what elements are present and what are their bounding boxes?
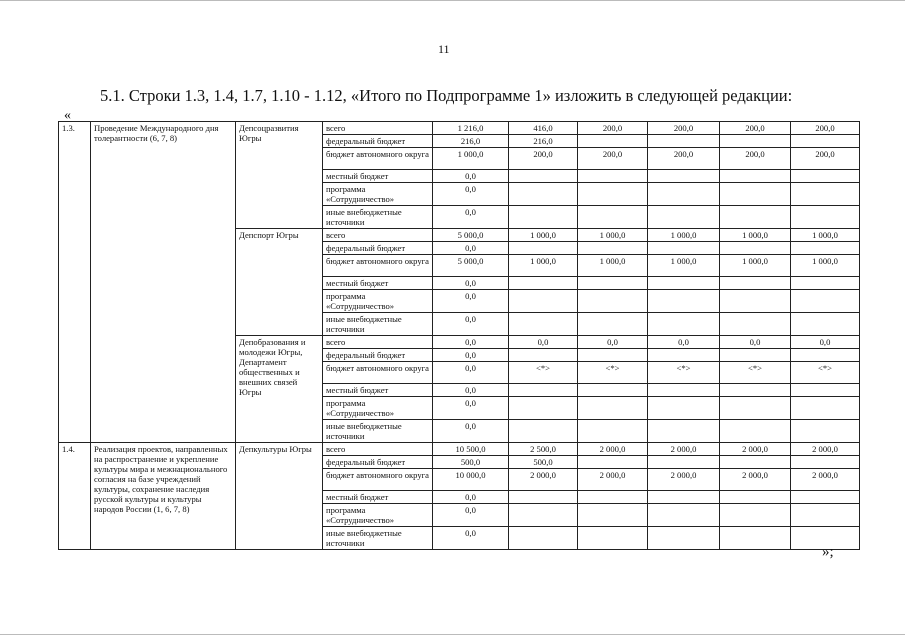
year-amount-cell: <*>: [791, 362, 860, 384]
measure-name: Реализация проектов, направленных на распространение и укрепление культуры мира и межнационального согласия на базе учреждений культуры, сохранение наследия русской культуры и культуры народов России (1, 6, 7, 8): [91, 443, 236, 550]
year-amount-cell: <*>: [720, 362, 791, 384]
year-amount-cell: 200,0: [578, 122, 648, 135]
year-amount-cell: 200,0: [648, 148, 720, 170]
year-amount-cell: [791, 290, 860, 313]
year-amount-cell: 1 000,0: [720, 255, 791, 277]
year-amount-cell: [509, 349, 578, 362]
year-amount-cell: [791, 384, 860, 397]
funding-source: федеральный бюджет: [323, 349, 433, 362]
funding-source: бюджет автономного округа: [323, 255, 433, 277]
total-amount-cell: 216,0: [433, 135, 509, 148]
year-amount-cell: 2 000,0: [791, 443, 860, 456]
year-amount-cell: 1 000,0: [578, 255, 648, 277]
funding-source: всего: [323, 122, 433, 135]
funding-source: бюджет автономного округа: [323, 469, 433, 491]
year-amount-cell: [720, 349, 791, 362]
year-amount-cell: 200,0: [648, 122, 720, 135]
year-amount-cell: [791, 456, 860, 469]
year-amount-cell: [720, 170, 791, 183]
year-amount-cell: 416,0: [509, 122, 578, 135]
closing-quote: »;: [822, 544, 834, 560]
funding-source: всего: [323, 336, 433, 349]
funding-source: всего: [323, 443, 433, 456]
year-amount-cell: [509, 242, 578, 255]
measure-name: Проведение Международного дня толерантности (6, 7, 8): [91, 122, 236, 443]
year-amount-cell: [648, 290, 720, 313]
year-amount-cell: [509, 504, 578, 527]
total-amount-cell: 10 000,0: [433, 469, 509, 491]
total-amount-cell: 0,0: [433, 397, 509, 420]
year-amount-cell: [578, 242, 648, 255]
total-amount-cell: 5 000,0: [433, 255, 509, 277]
year-amount-cell: [509, 183, 578, 206]
year-amount-cell: <*>: [509, 362, 578, 384]
year-amount-cell: [578, 420, 648, 443]
year-amount-cell: 1 000,0: [720, 229, 791, 242]
total-amount-cell: 0,0: [433, 491, 509, 504]
executor-cell: Депспорт Югры: [236, 229, 323, 336]
year-amount-cell: [578, 290, 648, 313]
year-amount-cell: [791, 183, 860, 206]
opening-quote: «: [64, 108, 71, 123]
year-amount-cell: [509, 170, 578, 183]
funding-source: иные внебюджетные источники: [323, 313, 433, 336]
executor-cell: Депкультуры Югры: [236, 443, 323, 550]
year-amount-cell: [578, 491, 648, 504]
year-amount-cell: [791, 349, 860, 362]
year-amount-cell: [720, 135, 791, 148]
row-number: 1.4.: [59, 443, 91, 550]
year-amount-cell: [720, 397, 791, 420]
funding-source: местный бюджет: [323, 170, 433, 183]
funding-source: бюджет автономного округа: [323, 362, 433, 384]
year-amount-cell: [509, 277, 578, 290]
total-amount-cell: 0,0: [433, 277, 509, 290]
year-amount-cell: [509, 527, 578, 550]
funding-source: бюджет автономного округа: [323, 148, 433, 170]
total-amount-cell: 0,0: [433, 504, 509, 527]
executor-cell: Депсоцразвития Югры: [236, 122, 323, 229]
year-amount-cell: [648, 135, 720, 148]
top-scan-edge: [0, 0, 905, 1]
funding-table: [58, 121, 860, 550]
total-amount-cell: 0,0: [433, 313, 509, 336]
funding-source: всего: [323, 229, 433, 242]
total-amount-cell: 0,0: [433, 420, 509, 443]
amendment-heading: 5.1. Строки 1.3, 1.4, 1.7, 1.10 - 1.12, «Итого по Подпрограмме 1» изложить в следующей редакции:: [100, 86, 793, 105]
total-amount-cell: 0,0: [433, 336, 509, 349]
year-amount-cell: <*>: [648, 362, 720, 384]
year-amount-cell: [648, 242, 720, 255]
year-amount-cell: [648, 349, 720, 362]
funding-source: программа «Сотрудничество»: [323, 397, 433, 420]
year-amount-cell: 200,0: [720, 122, 791, 135]
funding-source: программа «Сотрудничество»: [323, 504, 433, 527]
year-amount-cell: 200,0: [720, 148, 791, 170]
year-amount-cell: [578, 384, 648, 397]
year-amount-cell: [791, 313, 860, 336]
year-amount-cell: [791, 491, 860, 504]
year-amount-cell: [648, 277, 720, 290]
year-amount-cell: [509, 290, 578, 313]
funding-source: федеральный бюджет: [323, 456, 433, 469]
year-amount-cell: 2 000,0: [578, 469, 648, 491]
total-amount-cell: 0,0: [433, 206, 509, 229]
year-amount-cell: [578, 527, 648, 550]
year-amount-cell: [509, 313, 578, 336]
year-amount-cell: [720, 491, 791, 504]
year-amount-cell: [720, 206, 791, 229]
year-amount-cell: [720, 504, 791, 527]
funding-source: программа «Сотрудничество»: [323, 290, 433, 313]
year-amount-cell: 1 000,0: [509, 229, 578, 242]
funding-source: иные внебюджетные источники: [323, 206, 433, 229]
year-amount-cell: 2 000,0: [791, 469, 860, 491]
page-number: 11: [438, 42, 450, 56]
year-amount-cell: 1 000,0: [648, 255, 720, 277]
total-amount-cell: 0,0: [433, 349, 509, 362]
table-row: [59, 443, 860, 456]
year-amount-cell: 0,0: [509, 336, 578, 349]
year-amount-cell: [578, 183, 648, 206]
year-amount-cell: [648, 313, 720, 336]
year-amount-cell: [720, 420, 791, 443]
year-amount-cell: 1 000,0: [791, 229, 860, 242]
year-amount-cell: [648, 384, 720, 397]
year-amount-cell: [578, 504, 648, 527]
year-amount-cell: [509, 397, 578, 420]
total-amount-cell: 10 500,0: [433, 443, 509, 456]
year-amount-cell: 0,0: [720, 336, 791, 349]
year-amount-cell: [578, 135, 648, 148]
funding-source: федеральный бюджет: [323, 135, 433, 148]
funding-source: иные внебюджетные источники: [323, 527, 433, 550]
year-amount-cell: [720, 313, 791, 336]
funding-source: программа «Сотрудничество»: [323, 183, 433, 206]
year-amount-cell: 2 000,0: [578, 443, 648, 456]
year-amount-cell: 0,0: [791, 336, 860, 349]
year-amount-cell: [578, 277, 648, 290]
year-amount-cell: [578, 456, 648, 469]
year-amount-cell: [648, 206, 720, 229]
year-amount-cell: [578, 170, 648, 183]
year-amount-cell: [648, 420, 720, 443]
total-amount-cell: 0,0: [433, 362, 509, 384]
year-amount-cell: [720, 527, 791, 550]
total-amount-cell: 0,0: [433, 183, 509, 206]
year-amount-cell: 0,0: [578, 336, 648, 349]
total-amount-cell: 500,0: [433, 456, 509, 469]
executor-cell: Депобразования и молодежи Югры, Департамент общественных и внешних связей Югры: [236, 336, 323, 443]
year-amount-cell: [648, 183, 720, 206]
year-amount-cell: [791, 397, 860, 420]
year-amount-cell: [720, 384, 791, 397]
year-amount-cell: 1 000,0: [791, 255, 860, 277]
year-amount-cell: [509, 420, 578, 443]
year-amount-cell: 2 500,0: [509, 443, 578, 456]
year-amount-cell: [648, 397, 720, 420]
year-amount-cell: 216,0: [509, 135, 578, 148]
year-amount-cell: 200,0: [578, 148, 648, 170]
funding-source: иные внебюджетные источники: [323, 420, 433, 443]
total-amount-cell: 1 000,0: [433, 148, 509, 170]
year-amount-cell: [578, 313, 648, 336]
year-amount-cell: [509, 491, 578, 504]
year-amount-cell: [720, 183, 791, 206]
year-amount-cell: 2 000,0: [720, 443, 791, 456]
funding-source: местный бюджет: [323, 384, 433, 397]
year-amount-cell: 1 000,0: [648, 229, 720, 242]
year-amount-cell: [578, 397, 648, 420]
year-amount-cell: 2 000,0: [720, 469, 791, 491]
funding-source: федеральный бюджет: [323, 242, 433, 255]
year-amount-cell: [791, 277, 860, 290]
year-amount-cell: [791, 170, 860, 183]
year-amount-cell: 200,0: [509, 148, 578, 170]
year-amount-cell: [648, 170, 720, 183]
year-amount-cell: 500,0: [509, 456, 578, 469]
year-amount-cell: [791, 504, 860, 527]
row-number: 1.3.: [59, 122, 91, 443]
year-amount-cell: 2 000,0: [509, 469, 578, 491]
table-row: [59, 122, 860, 135]
year-amount-cell: [509, 206, 578, 229]
year-amount-cell: [720, 456, 791, 469]
year-amount-cell: [720, 242, 791, 255]
funding-source: местный бюджет: [323, 491, 433, 504]
year-amount-cell: 2 000,0: [648, 443, 720, 456]
year-amount-cell: 200,0: [791, 148, 860, 170]
total-amount-cell: 0,0: [433, 290, 509, 313]
year-amount-cell: [648, 527, 720, 550]
year-amount-cell: 0,0: [648, 336, 720, 349]
bottom-scan-edge: [0, 634, 905, 635]
year-amount-cell: [578, 349, 648, 362]
year-amount-cell: <*>: [578, 362, 648, 384]
year-amount-cell: 1 000,0: [509, 255, 578, 277]
year-amount-cell: 200,0: [791, 122, 860, 135]
year-amount-cell: [720, 277, 791, 290]
total-amount-cell: 0,0: [433, 170, 509, 183]
year-amount-cell: [578, 206, 648, 229]
funding-source: местный бюджет: [323, 277, 433, 290]
total-amount-cell: 0,0: [433, 242, 509, 255]
total-amount-cell: 0,0: [433, 527, 509, 550]
year-amount-cell: [791, 206, 860, 229]
total-amount-cell: 5 000,0: [433, 229, 509, 242]
total-amount-cell: 0,0: [433, 384, 509, 397]
year-amount-cell: [791, 242, 860, 255]
total-amount-cell: 1 216,0: [433, 122, 509, 135]
year-amount-cell: [720, 290, 791, 313]
year-amount-cell: [791, 420, 860, 443]
year-amount-cell: [509, 384, 578, 397]
year-amount-cell: [648, 504, 720, 527]
year-amount-cell: [791, 135, 860, 148]
year-amount-cell: 2 000,0: [648, 469, 720, 491]
year-amount-cell: [648, 456, 720, 469]
year-amount-cell: 1 000,0: [578, 229, 648, 242]
year-amount-cell: [648, 491, 720, 504]
